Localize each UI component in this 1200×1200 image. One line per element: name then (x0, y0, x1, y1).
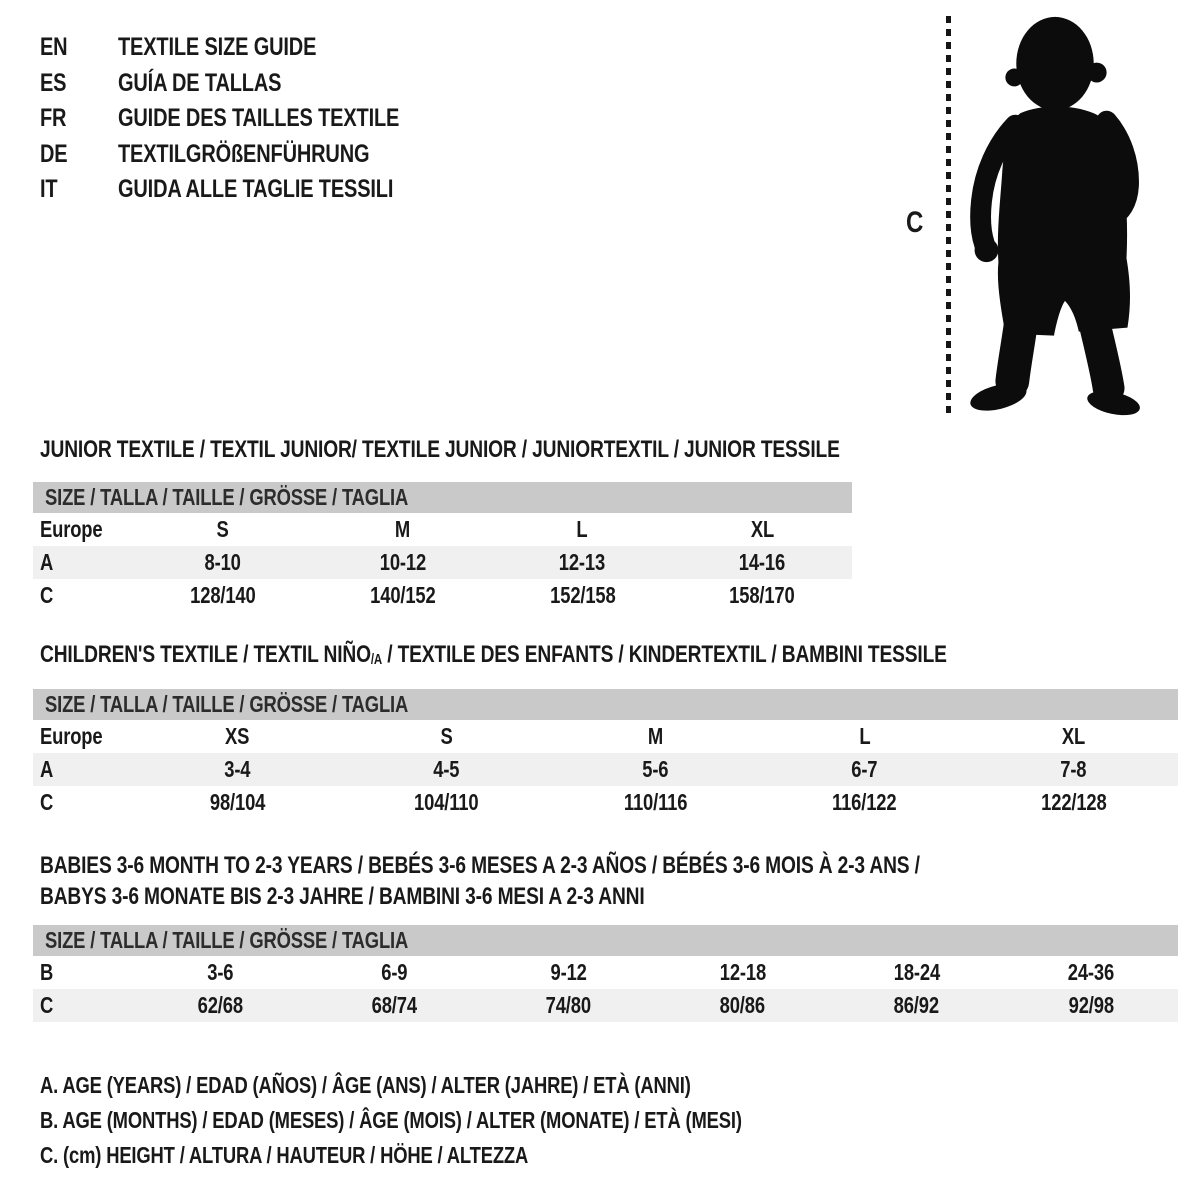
language-title: GUÍA DE TALLAS (118, 68, 282, 97)
language-code: IT (40, 175, 58, 204)
language-code: FR (40, 104, 67, 133)
section-title-babies (40, 850, 1140, 912)
value-cell: 110/116 (623, 789, 688, 815)
size-cell: L (576, 516, 588, 542)
value-cell: 24-36 (1067, 959, 1115, 985)
row-label: Europe (40, 723, 103, 749)
section-title-junior: JUNIOR TEXTILE / TEXTIL JUNIOR/ TEXTILE JUNIOR / JUNIORTEXTIL / JUNIOR TESSILE (40, 436, 840, 463)
value-cell: 10-12 (379, 549, 426, 575)
value-cell: 14-16 (738, 549, 786, 575)
value-cell: 6-7 (851, 756, 878, 782)
value-cell: 3-4 (224, 756, 251, 782)
language-title: TEXTILE SIZE GUIDE (118, 33, 317, 62)
value-cell: 92/98 (1068, 992, 1114, 1018)
value-cell: 3-6 (207, 959, 234, 985)
size-cell: S (216, 516, 229, 542)
height-label-c: C (906, 206, 924, 239)
measurement-legend (40, 1068, 917, 1173)
toddler-silhouette (958, 6, 1153, 418)
value-cell: 8-10 (204, 549, 241, 575)
row-label: Europe (40, 516, 103, 542)
size-header-band: SIZE / TALLA / TAILLE / GRÖSSE / TAGLIA (33, 482, 852, 513)
value-cell: 116/122 (832, 789, 897, 815)
language-row-de (40, 137, 470, 173)
babies-size-table (33, 925, 1178, 1022)
nino-a-subscript: /A (370, 652, 383, 669)
value-cell: 7-8 (1060, 756, 1087, 782)
size-cell: M (647, 723, 664, 749)
value-cell: 4-5 (433, 756, 460, 782)
size-cell: XL (1061, 723, 1086, 749)
row-label: B (40, 959, 54, 985)
legend-line-b: B. AGE (MONTHS) / EDAD (MESES) / ÂGE (MOIS) / ALTER (MONATE) / ETÀ (MESI) (40, 1107, 742, 1133)
table-row-europe (33, 720, 1178, 753)
language-title-list (40, 30, 470, 208)
value-cell: 68/74 (371, 992, 417, 1018)
legend-line-a: A. AGE (YEARS) / EDAD (AÑOS) / ÂGE (ANS) / ALTER (JAHRE) / ETÀ (ANNI) (40, 1072, 691, 1098)
value-cell: 158/170 (729, 582, 795, 608)
table-row-europe (33, 513, 852, 546)
value-cell: 12-13 (559, 549, 606, 575)
size-cell: L (858, 723, 871, 749)
size-header-band: SIZE / TALLA / TAILLE / GRÖSSE / TAGLIA (33, 925, 1178, 956)
value-cell: 5-6 (642, 756, 669, 782)
value-cell: 18-24 (893, 959, 940, 985)
table-row-b (33, 956, 1178, 989)
language-title: TEXTILGRÖßENFÜHRUNG (118, 139, 370, 168)
value-cell: 62/68 (197, 992, 243, 1018)
section-title-children: CHILDREN'S TEXTILE / TEXTIL NIÑO/A / TEXTILE DES ENFANTS / KINDERTEXTIL / BAMBINI TESSILE (40, 641, 947, 669)
table-row-a (33, 546, 852, 579)
table-row-c (33, 786, 1178, 819)
value-cell: 12-18 (719, 959, 766, 985)
height-measure-dotted-line (946, 16, 951, 418)
size-cell: XL (750, 516, 774, 542)
row-label: A (40, 549, 54, 575)
table-row-c (33, 579, 852, 612)
row-label: C (40, 582, 54, 608)
value-cell: 104/110 (414, 789, 479, 815)
babies-title-line1: BABIES 3-6 MONTH TO 2-3 YEARS / BEBÉS 3-6 MESES A 2-3 AÑOS / BÉBÉS 3-6 MOIS À 2-3 ANS / (40, 852, 920, 879)
value-cell: 80/86 (719, 992, 766, 1018)
value-cell: 98/104 (209, 789, 266, 815)
size-cell: S (440, 723, 453, 749)
value-cell: 128/140 (190, 582, 256, 608)
language-row-it (40, 172, 470, 208)
value-cell: 122/128 (1040, 789, 1107, 815)
value-cell: 74/80 (545, 992, 592, 1018)
value-cell: 152/158 (549, 582, 616, 608)
value-cell: 9-12 (550, 959, 587, 985)
language-row-en (40, 30, 470, 66)
table-row-c (33, 989, 1178, 1022)
size-header-band: SIZE / TALLA / TAILLE / GRÖSSE / TAGLIA (33, 689, 1178, 720)
language-title: GUIDA ALLE TAGLIE TESSILI (118, 175, 394, 204)
language-row-es (40, 66, 470, 102)
row-label: C (40, 992, 54, 1018)
language-row-fr (40, 101, 470, 137)
language-code: DE (40, 139, 68, 168)
junior-size-table (33, 482, 852, 612)
size-cell: XS (225, 723, 250, 749)
value-cell: 140/152 (369, 582, 436, 608)
language-title: GUIDE DES TAILLES TEXTILE (118, 104, 400, 133)
row-label: C (40, 789, 54, 815)
legend-line-c: C. (cm) HEIGHT / ALTURA / HAUTEUR / HÖHE / ALTEZZA (40, 1142, 529, 1168)
table-row-a (33, 753, 1178, 786)
value-cell: 86/92 (894, 992, 940, 1018)
babies-title-line2: BABYS 3-6 MONATE BIS 2-3 JAHRE / BAMBINI 3-6 MESI A 2-3 ANNI (40, 883, 645, 910)
size-cell: M (395, 516, 411, 542)
language-code: ES (40, 68, 67, 97)
row-label: A (40, 756, 54, 782)
language-code: EN (40, 33, 68, 62)
children-size-table (33, 689, 1178, 819)
value-cell: 6-9 (381, 959, 408, 985)
